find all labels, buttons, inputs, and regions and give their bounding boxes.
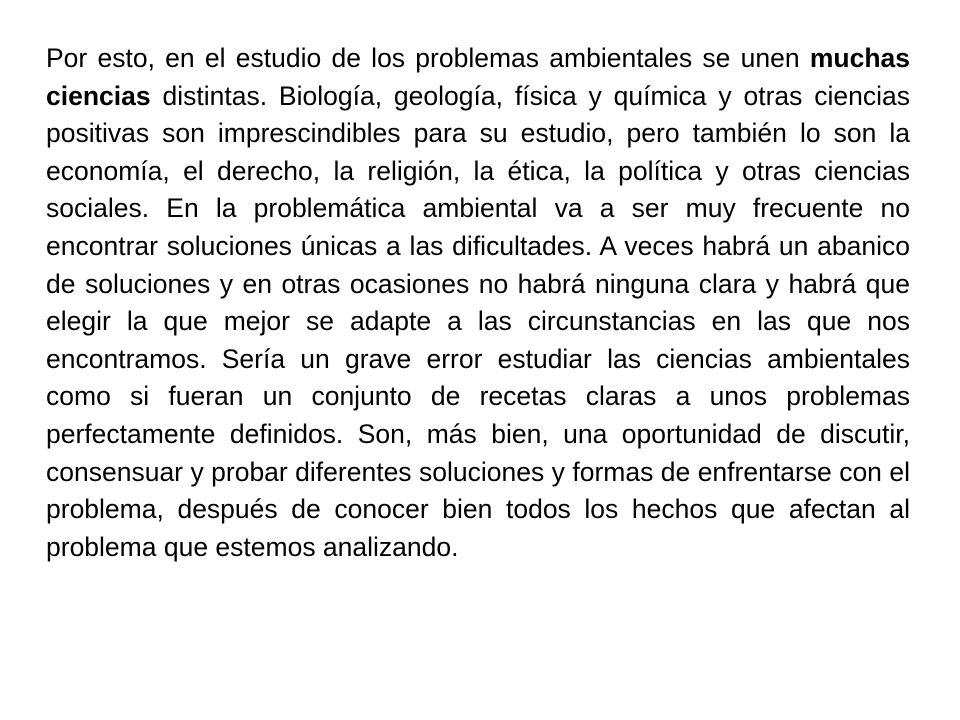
- emphasis-muchas-ciencias: muchas ciencias: [46, 43, 910, 111]
- body-paragraph: [46, 40, 910, 566]
- paragraph-text-rest: distintas. Biología, geología, física y química y otras ciencias positivas son imprescindibles para su estudio, pero también lo son la economía, el derecho, la religión, la ética, la política y otras ciencias sociales. En la problemática ambiental va a ser muy frecuente no encontrar soluciones únicas a las dificultades. A veces habrá un abanico de soluciones y en otras ocasiones no habrá ninguna clara y habrá que elegir la que mejor se adapte a las circunstancias en las que nos encontramos. Sería un grave error estudiar las ciencias ambientales como si fueran un conjunto de recetas claras a unos problemas perfectamente definidos. Son, más bien, una oportunidad de discutir, consensuar y probar diferentes soluciones y formas de enfrentarse con el problema, después de conocer bien todos los hechos que afectan al problema que estemos analizando.: [46, 80, 910, 562]
- paragraph-text-start: Por esto, en el estudio de los problemas ambientales se unen: [46, 43, 810, 73]
